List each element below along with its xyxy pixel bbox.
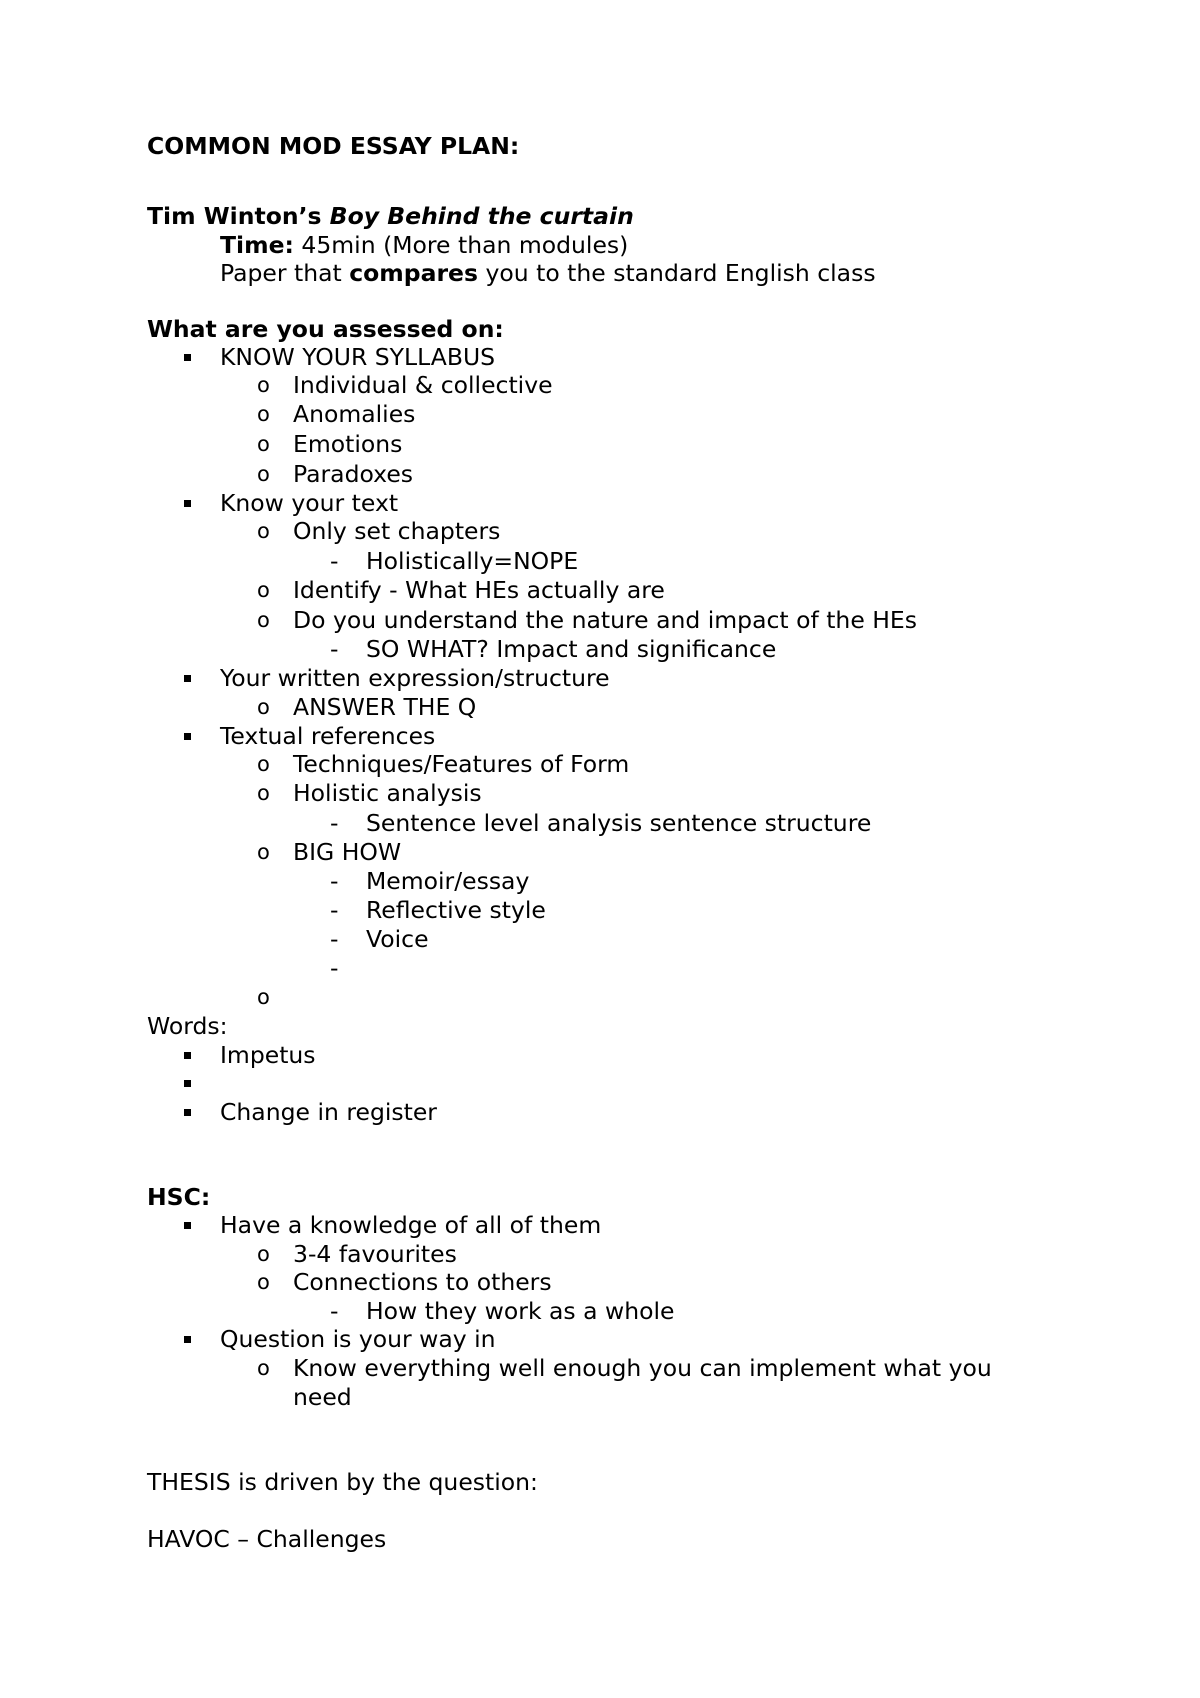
circle-bullet-icon: o [257, 840, 270, 864]
square-bullet-icon [184, 1336, 191, 1343]
dash-bullet-icon: - [330, 867, 339, 895]
circle-bullet-icon: o [257, 1270, 270, 1294]
circle-bullet-icon: o [257, 373, 270, 397]
circle-bullet-icon: o [257, 752, 270, 776]
square-bullet-icon [184, 733, 191, 740]
circle-bullet-icon: o [257, 1242, 270, 1266]
circle-bullet-icon: o [257, 402, 270, 426]
dash-bullet-icon: - [330, 1297, 339, 1325]
square-bullet-icon [184, 1052, 191, 1059]
circle-bullet-icon: o [257, 695, 270, 719]
circle-bullet-icon: o [257, 519, 270, 543]
circle-bullet-icon: o [257, 985, 270, 1009]
text-book-title: Boy Behind the curtain [329, 202, 634, 230]
text-author: Tim Winton’s [147, 202, 330, 230]
circle-bullet-icon: o [257, 781, 270, 805]
dash-bullet-icon: - [330, 925, 339, 953]
time-label: Time: [220, 231, 294, 259]
square-bullet-icon [184, 675, 191, 682]
square-bullet-icon [184, 1222, 191, 1229]
dash-bullet-icon: - [330, 954, 339, 982]
time-value: 45min (More than modules) [293, 231, 629, 259]
circle-bullet-icon: o [257, 578, 270, 602]
circle-bullet-icon: o [257, 608, 270, 632]
document-page: COMMON MOD ESSAY PLAN: Tim Winton’s Boy Behind the curtain Time: 45min (More than modules) Paper that compares you to the standard English class What are you assessed on: KNOW YOUR SYLLABUS o Individual & collective o Anomalies o Emotions o Paradoxes Know your text o Only set chapters - Holistically=NOPE o Identify - What HEs actually are o Do you understand the nature and impact of the HEs - SO WHAT? Impact and significance Your written expression/structure o ANSWER THE Q Textual references o Techniques/Features of Form o Holistic analysis - Sentence level analysis sentence structure o BIG HOW - Memoir/essay - Reflective style - Voice - o Words: Impetus Change in register HSC: Have a knowledge of all of them o 3-4 favourites o Connections to others - How they work as a whole Question is your way in o Know everything well enough you can implement what you need THESIS is driven by the question: HAVOC – Challenges [147, 132, 992, 1553]
dash-bullet-icon: - [330, 547, 339, 575]
circle-bullet-icon: o [257, 462, 270, 486]
circle-bullet-icon: o [257, 432, 270, 456]
dash-bullet-icon: - [330, 635, 339, 663]
circle-bullet-icon: o [257, 1356, 270, 1380]
square-bullet-icon [184, 1080, 191, 1087]
dash-bullet-icon: - [330, 896, 339, 924]
square-bullet-icon [184, 354, 191, 361]
square-bullet-icon [184, 1109, 191, 1116]
square-bullet-icon [184, 500, 191, 507]
dash-bullet-icon: - [330, 809, 339, 837]
